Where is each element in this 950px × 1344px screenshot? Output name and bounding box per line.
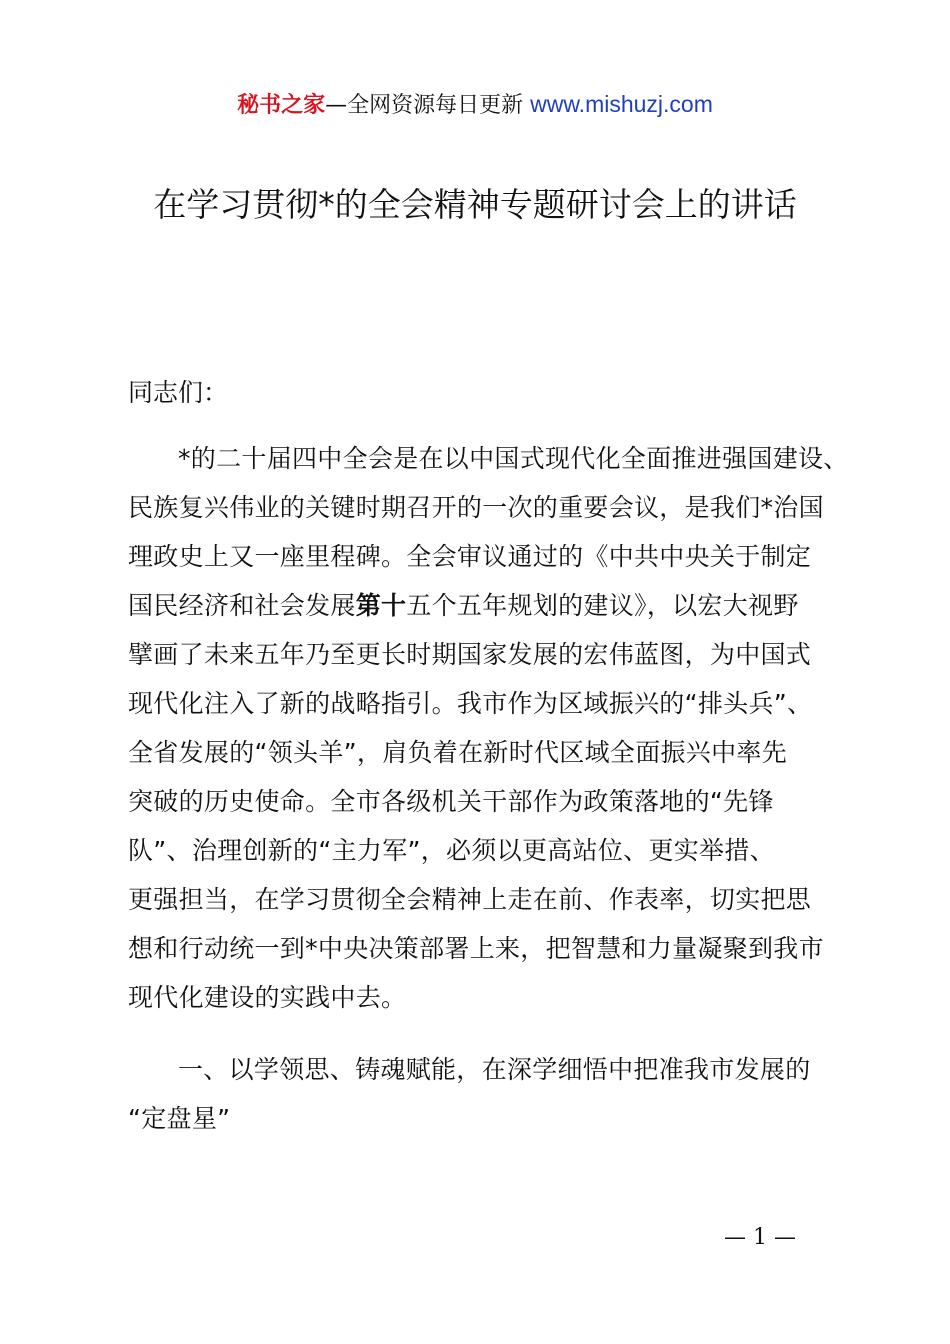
- paragraph-line: [128, 581, 828, 630]
- section-heading-line: 一、以学领思、铸魂赋能，在深学细悟中把准我市发展的: [178, 1055, 811, 1084]
- section-heading-1: [128, 1045, 828, 1143]
- document-title: 在学习贯彻*的全会精神专题研讨会上的讲话: [153, 185, 797, 224]
- paragraph-line: 现代化注入了新的战略指引。我市作为区域振兴的“排头兵”、: [128, 689, 813, 718]
- greeting: 同志们：: [128, 378, 229, 407]
- header-tagline: —全网资源每日更新: [325, 93, 531, 118]
- paragraph-line: 队”、治理创新的“主力军”，必须以更高站位、更实举措、: [128, 836, 775, 865]
- paragraph-line: 全省发展的“领头羊”，肩负着在新时代区域全面振兴中率先: [128, 738, 788, 767]
- paragraph-line: 想和行动统一到*中央决策部署上来，把智慧和力量凝聚到我市: [128, 934, 824, 963]
- line-text: 五个五年规划的建议》，以宏大视野: [406, 591, 799, 620]
- paragraph-intro: [128, 434, 849, 1022]
- paragraph-line: 突破的历史使命。全市各级机关干部作为政策落地的“先锋: [128, 787, 774, 816]
- paragraph-line: 现代化建设的实践中去。: [128, 983, 407, 1012]
- brand-name: 秘书之家: [237, 93, 326, 118]
- bold-text: 第十: [355, 591, 407, 620]
- page-number: — 1 —: [724, 1225, 796, 1250]
- paragraph-line: *的二十届四中全会是在以中国式现代化全面推进强国建设、: [178, 444, 849, 473]
- paragraph-line: 擘画了未来五年乃至更长时期国家发展的宏伟蓝图，为中国式: [128, 640, 812, 669]
- paragraph-line: 更强担当，在学习贯彻全会精神上走在前、作表率，切实把思: [128, 885, 812, 914]
- section-heading-line: “定盘星”: [128, 1104, 231, 1133]
- paragraph-line: 民族复兴伟业的关键时期召开的一次的重要会议，是我们*治国: [128, 493, 824, 522]
- line-text: 国民经济和社会发展: [128, 591, 356, 620]
- site-url-link[interactable]: www.mishuzj.com: [530, 91, 713, 117]
- paragraph-line: 理政史上又一座里程碑。全会审议通过的《中共中央关于制定: [128, 542, 812, 571]
- site-header: [0, 88, 950, 122]
